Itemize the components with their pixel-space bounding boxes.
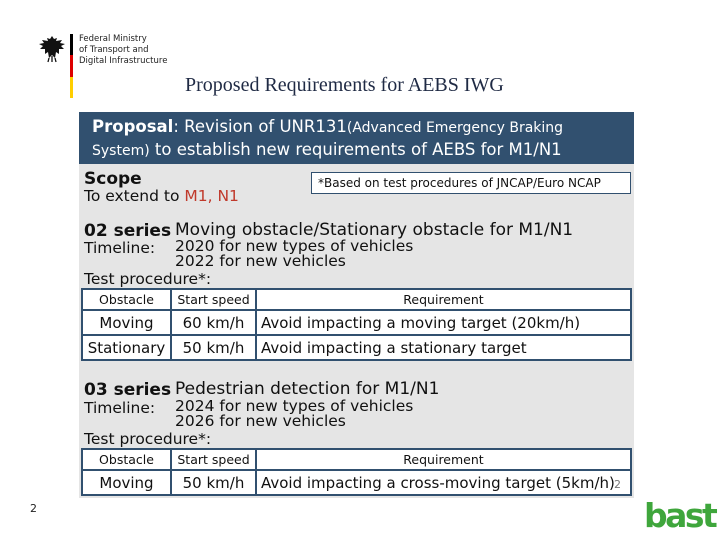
slide-title: Proposed Requirements for AEBS IWG (185, 74, 504, 96)
requirement-cell: Avoid impacting a cross-moving target (5km/h) (256, 470, 631, 495)
table-row (82, 470, 631, 495)
table-row (82, 335, 631, 360)
series03-test-label: Test procedure*: (84, 430, 212, 448)
obstacle-cell: Moving (82, 310, 171, 335)
column-header: Requirement (256, 449, 631, 470)
series03-table (81, 448, 632, 496)
series02-timeline: 2020 for new types of vehicles 2022 for new vehicles (175, 237, 414, 270)
inner-page-number: 2 (614, 478, 621, 491)
federal-eagle-icon (38, 34, 66, 64)
series03-timeline-label: Timeline: (84, 399, 156, 417)
series02-test-label: Test procedure*: (84, 270, 212, 288)
series02-subject: Moving obstacle/Stationary obstacle for M1/N1 (175, 220, 574, 240)
series03-heading: 03 series (84, 380, 172, 400)
series03-timeline: 2024 for new types of vehicles 2026 for new vehicles (175, 397, 414, 430)
column-header: Requirement (256, 289, 631, 310)
obstacle-cell: Moving (82, 470, 171, 495)
column-header: Start speed (171, 289, 256, 310)
column-header: Start speed (171, 449, 256, 470)
proposal-banner: Proposal: Revision of UNR131(Advanced Emergency Braking System) to establish new requirements of AEBS for M1/N1 (79, 112, 634, 164)
table-header-row (82, 449, 631, 470)
content-panel (79, 112, 634, 498)
series02-heading: 02 series (84, 221, 172, 241)
series02-table (81, 288, 632, 361)
table-header-row (82, 289, 631, 310)
speed-cell: 50 km/h (171, 335, 256, 360)
column-header: Obstacle (82, 449, 171, 470)
obstacle-cell: Stationary (82, 335, 171, 360)
table-row (82, 310, 631, 335)
bast-logo: bast (644, 496, 716, 535)
speed-cell: 60 km/h (171, 310, 256, 335)
ministry-name: Federal Ministry of Transport and Digital Infrastructure (79, 34, 168, 66)
scope-extend: To extend to M1, N1 (84, 187, 239, 205)
german-flag-stripe (70, 34, 73, 98)
column-header: Obstacle (82, 289, 171, 310)
requirement-cell: Avoid impacting a moving target (20km/h) (256, 310, 631, 335)
speed-cell: 50 km/h (171, 470, 256, 495)
slide-number: 2 (30, 502, 37, 515)
test-procedure-note: *Based on test procedures of JNCAP/Euro NCAP (311, 172, 631, 194)
series03-subject: Pedestrian detection for M1/N1 (175, 379, 440, 399)
series02-timeline-label: Timeline: (84, 239, 156, 257)
requirement-cell: Avoid impacting a stationary target (256, 335, 631, 360)
scope-heading: Scope (84, 169, 142, 189)
